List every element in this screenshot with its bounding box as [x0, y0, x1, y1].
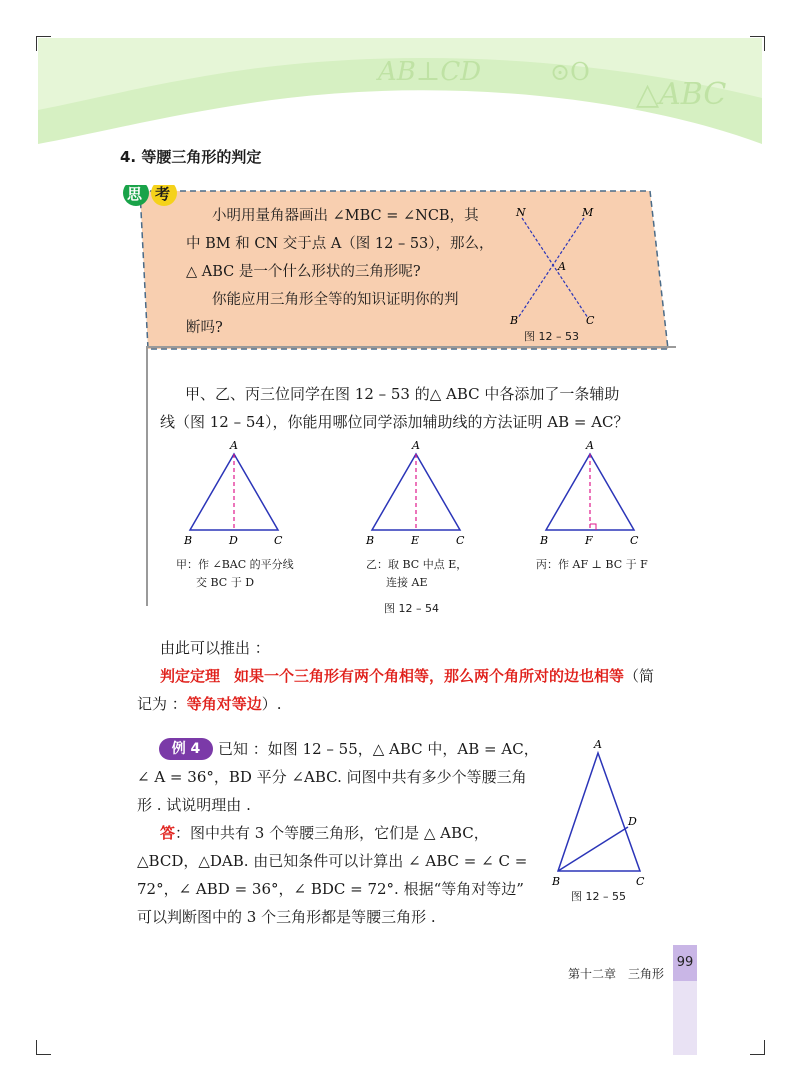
theorem-line2-prefix: 记为 ： — [137, 695, 187, 713]
banner-text-mid: ⊙O — [550, 58, 590, 86]
theorem-line-1 — [160, 662, 654, 690]
think-badge-2: 考 — [155, 185, 171, 203]
tri-jia-label-d: D — [229, 534, 238, 547]
fig53-label-c: C — [586, 314, 595, 327]
theorem-statement: 如果一个三角形有两个角相等，那么两个角所对的边也相等 — [234, 667, 625, 685]
tri-jia-label-a: A — [230, 439, 238, 452]
theorem-line2-suffix: ）. — [261, 695, 282, 713]
tri-jia-label-b: B — [184, 534, 193, 547]
fig55-label-a: A — [594, 738, 602, 751]
answer-label: 答 — [160, 824, 176, 842]
section-title: 4. 等腰三角形的判定 — [120, 148, 262, 166]
fig53-label-a: A — [558, 260, 566, 273]
tri-jia-label-c: C — [274, 534, 283, 547]
discussion-bracket — [146, 346, 148, 606]
figure-12-53-caption: 图 12 – 53 — [524, 330, 579, 343]
answer-line-1-text: ：图中共有 3 个等腰三角形，它们是 △ ABC， — [175, 824, 489, 842]
example-line-1: 已知 ：如图 12 – 55，△ ABC 中，AB = AC， — [218, 740, 539, 758]
header-banner — [38, 38, 762, 144]
answer-line-2: △BCD，△DAB. 由已知条件可以计算出 ∠ ABC = ∠ C = — [137, 852, 528, 870]
triangle-bing — [532, 436, 662, 556]
think-line-4: 你能应用三角形全等的知识证明你的判 — [212, 292, 459, 308]
tri-bing-label-a: A — [586, 439, 594, 452]
banner-text-right: △ABC — [636, 77, 727, 112]
theorem-short: 等角对等边 — [186, 695, 262, 713]
crop-mark-bottom-right — [750, 1040, 765, 1055]
fig55-label-b: B — [552, 875, 561, 888]
think-badge-1: 思 — [127, 185, 143, 203]
think-line-1: 小明用量角器画出 ∠MBC = ∠NCB，其 — [212, 208, 479, 224]
tri-yi-label-c: C — [456, 534, 465, 547]
discussion-line-1: 甲、乙、丙三位同学在图 12 – 53 的△ ABC 中各添加了一条辅助 — [185, 385, 620, 403]
chapter-label: 第十二章 三角形 — [568, 967, 665, 981]
discussion-line-2: 线（图 12 – 54），你能用哪位同学添加辅助线的方法证明 AB = AC？ — [160, 413, 629, 431]
figure-12-53 — [500, 200, 620, 340]
discussion-bracket-top — [146, 346, 676, 348]
think-line-5: 断吗? — [186, 320, 223, 336]
example-badge: 例 4 — [159, 738, 213, 760]
tri-bing-caption-1: 丙：作 AF ⊥ BC 于 F — [536, 558, 648, 571]
tri-jia-caption-1: 甲：作 ∠BAC 的平分线 — [176, 558, 294, 571]
theorem-intro: 由此可以推出 ： — [160, 639, 270, 657]
triangle-jia — [176, 436, 306, 556]
theorem-paren-open: （简 — [624, 667, 655, 685]
banner-text-left: AB⊥CD — [378, 57, 482, 87]
theorem-label: 判定定理 — [160, 667, 221, 685]
tri-yi-label-b: B — [366, 534, 375, 547]
tri-yi-caption-2: 连接 AE — [386, 576, 428, 589]
fig55-label-c: C — [636, 875, 645, 888]
tri-jia-caption-2: 交 BC 于 D — [196, 576, 255, 589]
triangle-yi — [358, 436, 488, 556]
think-line-3: △ ABC 是一个什么形状的三角形呢? — [186, 264, 421, 280]
tri-yi-label-a: A — [412, 439, 420, 452]
tri-bing-label-f: F — [585, 534, 593, 547]
fig53-label-n: N — [516, 206, 526, 219]
example-line-2: ∠ A = 36°，BD 平分 ∠ABC. 问图中共有多少个等腰三角 — [137, 768, 527, 786]
page-number: 99 — [673, 945, 697, 981]
fig53-label-m: M — [582, 206, 594, 219]
fig55-label-d: D — [628, 815, 637, 828]
example-line-3: 形 . 试说明理由 . — [137, 796, 251, 814]
theorem-line-2 — [137, 690, 282, 718]
tri-yi-label-e: E — [411, 534, 420, 547]
answer-line-3: 72°，∠ ABD = 36°，∠ BDC = 72°. 根据“等角对等边” — [137, 880, 524, 898]
fig53-label-b: B — [510, 314, 519, 327]
answer-line-4: 可以判断图中的 3 个三角形都是等腰三角形 . — [137, 908, 436, 926]
answer-line-1 — [160, 819, 489, 847]
figure-12-55 — [550, 735, 660, 895]
tri-bing-label-c: C — [630, 534, 639, 547]
figure-12-55-caption: 图 12 – 55 — [571, 890, 626, 903]
crop-mark-bottom-left — [36, 1040, 51, 1055]
tri-bing-label-b: B — [540, 534, 549, 547]
tri-yi-caption-1: 乙：取 BC 中点 E， — [366, 558, 468, 571]
think-line-2: 中 BM 和 CN 交于点 A（图 12 – 53），那么， — [186, 236, 494, 252]
figure-12-54-caption: 图 12 – 54 — [384, 602, 439, 615]
